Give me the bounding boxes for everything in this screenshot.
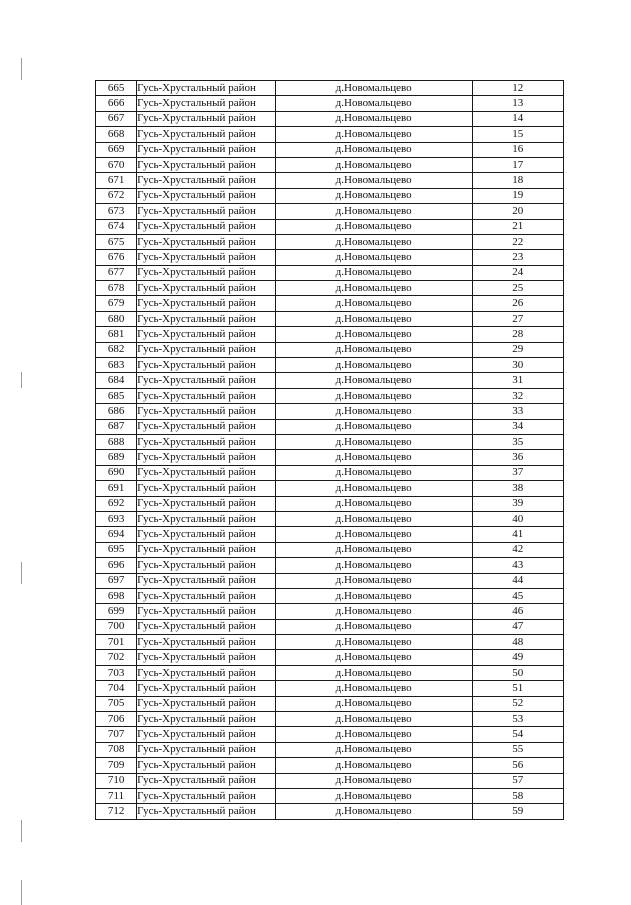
table-row	[96, 665, 564, 680]
house-number-cell: 35	[472, 434, 563, 449]
table-row	[96, 327, 564, 342]
district-cell: Гусь-Хрустальный район	[137, 788, 276, 803]
locality-cell: д.Новомальцево	[275, 742, 472, 757]
locality-cell: д.Новомальцево	[275, 758, 472, 773]
house-number-cell: 42	[472, 542, 563, 557]
district-cell: Гусь-Хрустальный район	[137, 635, 276, 650]
registry-table	[95, 80, 564, 820]
district-cell: Гусь-Хрустальный район	[137, 311, 276, 326]
row-number-cell: 676	[96, 250, 137, 265]
table-row	[96, 434, 564, 449]
table-row	[96, 219, 564, 234]
house-number-cell: 48	[472, 635, 563, 650]
locality-cell: д.Новомальцево	[275, 681, 472, 696]
row-number-cell: 709	[96, 758, 137, 773]
district-cell: Гусь-Хрустальный район	[137, 696, 276, 711]
table-row	[96, 619, 564, 634]
locality-cell: д.Новомальцево	[275, 542, 472, 557]
district-cell: Гусь-Хрустальный район	[137, 773, 276, 788]
locality-cell: д.Новомальцево	[275, 527, 472, 542]
house-number-cell: 41	[472, 527, 563, 542]
district-cell: Гусь-Хрустальный район	[137, 604, 276, 619]
house-number-cell: 33	[472, 404, 563, 419]
locality-cell: д.Новомальцево	[275, 511, 472, 526]
row-number-cell: 675	[96, 234, 137, 249]
row-number-cell: 690	[96, 465, 137, 480]
district-cell: Гусь-Хрустальный район	[137, 681, 276, 696]
locality-cell: д.Новомальцево	[275, 465, 472, 480]
district-cell: Гусь-Хрустальный район	[137, 742, 276, 757]
row-number-cell: 702	[96, 650, 137, 665]
table-row	[96, 358, 564, 373]
house-number-cell: 19	[472, 188, 563, 203]
table-row	[96, 773, 564, 788]
district-cell: Гусь-Хрустальный район	[137, 481, 276, 496]
row-number-cell: 674	[96, 219, 137, 234]
house-number-cell: 20	[472, 204, 563, 219]
house-number-cell: 55	[472, 742, 563, 757]
district-cell: Гусь-Хрустальный район	[137, 127, 276, 142]
scan-margin-mark	[21, 58, 22, 80]
locality-cell: д.Новомальцево	[275, 619, 472, 634]
table-row	[96, 419, 564, 434]
scan-margin-mark	[21, 820, 22, 842]
row-number-cell: 669	[96, 142, 137, 157]
row-number-cell: 704	[96, 681, 137, 696]
house-number-cell: 37	[472, 465, 563, 480]
district-cell: Гусь-Хрустальный район	[137, 419, 276, 434]
house-number-cell: 29	[472, 342, 563, 357]
row-number-cell: 696	[96, 558, 137, 573]
row-number-cell: 708	[96, 742, 137, 757]
district-cell: Гусь-Хрустальный район	[137, 388, 276, 403]
locality-cell: д.Новомальцево	[275, 388, 472, 403]
row-number-cell: 673	[96, 204, 137, 219]
row-number-cell: 684	[96, 373, 137, 388]
row-number-cell: 699	[96, 604, 137, 619]
district-cell: Гусь-Хрустальный район	[137, 804, 276, 819]
row-number-cell: 672	[96, 188, 137, 203]
district-cell: Гусь-Хрустальный район	[137, 265, 276, 280]
row-number-cell: 707	[96, 727, 137, 742]
house-number-cell: 49	[472, 650, 563, 665]
locality-cell: д.Новомальцево	[275, 727, 472, 742]
house-number-cell: 30	[472, 358, 563, 373]
district-cell: Гусь-Хрустальный район	[137, 81, 276, 96]
locality-cell: д.Новомальцево	[275, 696, 472, 711]
district-cell: Гусь-Хрустальный район	[137, 434, 276, 449]
scan-margin-mark	[21, 880, 22, 905]
house-number-cell: 34	[472, 419, 563, 434]
locality-cell: д.Новомальцево	[275, 250, 472, 265]
row-number-cell: 692	[96, 496, 137, 511]
district-cell: Гусь-Хрустальный район	[137, 234, 276, 249]
row-number-cell: 705	[96, 696, 137, 711]
district-cell: Гусь-Хрустальный район	[137, 619, 276, 634]
table-row	[96, 157, 564, 172]
table-row	[96, 250, 564, 265]
row-number-cell: 686	[96, 404, 137, 419]
locality-cell: д.Новомальцево	[275, 281, 472, 296]
row-number-cell: 682	[96, 342, 137, 357]
table-row	[96, 465, 564, 480]
house-number-cell: 13	[472, 96, 563, 111]
row-number-cell: 712	[96, 804, 137, 819]
house-number-cell: 52	[472, 696, 563, 711]
table-row	[96, 727, 564, 742]
locality-cell: д.Новомальцево	[275, 327, 472, 342]
table-row	[96, 127, 564, 142]
house-number-cell: 59	[472, 804, 563, 819]
house-number-cell: 39	[472, 496, 563, 511]
locality-cell: д.Новомальцево	[275, 635, 472, 650]
locality-cell: д.Новомальцево	[275, 573, 472, 588]
table-row	[96, 558, 564, 573]
table-row	[96, 265, 564, 280]
district-cell: Гусь-Хрустальный район	[137, 650, 276, 665]
house-number-cell: 28	[472, 327, 563, 342]
house-number-cell: 24	[472, 265, 563, 280]
locality-cell: д.Новомальцево	[275, 712, 472, 727]
locality-cell: д.Новомальцево	[275, 142, 472, 157]
house-number-cell: 47	[472, 619, 563, 634]
district-cell: Гусь-Хрустальный район	[137, 111, 276, 126]
house-number-cell: 25	[472, 281, 563, 296]
registry-table-body	[96, 81, 564, 820]
row-number-cell: 701	[96, 635, 137, 650]
locality-cell: д.Новомальцево	[275, 404, 472, 419]
district-cell: Гусь-Хрустальный район	[137, 665, 276, 680]
row-number-cell: 680	[96, 311, 137, 326]
district-cell: Гусь-Хрустальный район	[137, 327, 276, 342]
district-cell: Гусь-Хрустальный район	[137, 712, 276, 727]
scan-margin-mark	[21, 372, 22, 388]
table-row	[96, 542, 564, 557]
row-number-cell: 710	[96, 773, 137, 788]
house-number-cell: 32	[472, 388, 563, 403]
table-row	[96, 281, 564, 296]
table-row	[96, 234, 564, 249]
locality-cell: д.Новомальцево	[275, 434, 472, 449]
row-number-cell: 694	[96, 527, 137, 542]
row-number-cell: 670	[96, 157, 137, 172]
locality-cell: д.Новомальцево	[275, 157, 472, 172]
district-cell: Гусь-Хрустальный район	[137, 588, 276, 603]
table-row	[96, 373, 564, 388]
locality-cell: д.Новомальцево	[275, 296, 472, 311]
table-row	[96, 804, 564, 819]
table-row	[96, 311, 564, 326]
locality-cell: д.Новомальцево	[275, 588, 472, 603]
house-number-cell: 31	[472, 373, 563, 388]
table-row	[96, 296, 564, 311]
table-row	[96, 604, 564, 619]
locality-cell: д.Новомальцево	[275, 234, 472, 249]
district-cell: Гусь-Хрустальный район	[137, 96, 276, 111]
locality-cell: д.Новомальцево	[275, 358, 472, 373]
locality-cell: д.Новомальцево	[275, 111, 472, 126]
house-number-cell: 46	[472, 604, 563, 619]
locality-cell: д.Новомальцево	[275, 373, 472, 388]
row-number-cell: 687	[96, 419, 137, 434]
locality-cell: д.Новомальцево	[275, 665, 472, 680]
district-cell: Гусь-Хрустальный район	[137, 188, 276, 203]
row-number-cell: 677	[96, 265, 137, 280]
district-cell: Гусь-Хрустальный район	[137, 219, 276, 234]
district-cell: Гусь-Хрустальный район	[137, 558, 276, 573]
locality-cell: д.Новомальцево	[275, 188, 472, 203]
house-number-cell: 23	[472, 250, 563, 265]
locality-cell: д.Новомальцево	[275, 481, 472, 496]
locality-cell: д.Новомальцево	[275, 311, 472, 326]
row-number-cell: 679	[96, 296, 137, 311]
house-number-cell: 22	[472, 234, 563, 249]
district-cell: Гусь-Хрустальный район	[137, 511, 276, 526]
table-row	[96, 111, 564, 126]
table-row	[96, 450, 564, 465]
house-number-cell: 17	[472, 157, 563, 172]
table-row	[96, 388, 564, 403]
table-row	[96, 758, 564, 773]
row-number-cell: 685	[96, 388, 137, 403]
row-number-cell: 671	[96, 173, 137, 188]
house-number-cell: 18	[472, 173, 563, 188]
locality-cell: д.Новомальцево	[275, 604, 472, 619]
locality-cell: д.Новомальцево	[275, 419, 472, 434]
locality-cell: д.Новомальцево	[275, 204, 472, 219]
table-row	[96, 696, 564, 711]
table-row	[96, 588, 564, 603]
table-row	[96, 681, 564, 696]
table-row	[96, 742, 564, 757]
house-number-cell: 36	[472, 450, 563, 465]
district-cell: Гусь-Хрустальный район	[137, 527, 276, 542]
district-cell: Гусь-Хрустальный район	[137, 281, 276, 296]
district-cell: Гусь-Хрустальный район	[137, 296, 276, 311]
district-cell: Гусь-Хрустальный район	[137, 157, 276, 172]
row-number-cell: 668	[96, 127, 137, 142]
locality-cell: д.Новомальцево	[275, 81, 472, 96]
district-cell: Гусь-Хрустальный район	[137, 358, 276, 373]
locality-cell: д.Новомальцево	[275, 804, 472, 819]
row-number-cell: 678	[96, 281, 137, 296]
table-row	[96, 81, 564, 96]
locality-cell: д.Новомальцево	[275, 265, 472, 280]
locality-cell: д.Новомальцево	[275, 558, 472, 573]
district-cell: Гусь-Хрустальный район	[137, 727, 276, 742]
district-cell: Гусь-Хрустальный район	[137, 465, 276, 480]
house-number-cell: 12	[472, 81, 563, 96]
locality-cell: д.Новомальцево	[275, 788, 472, 803]
table-row	[96, 204, 564, 219]
table-row	[96, 712, 564, 727]
house-number-cell: 40	[472, 511, 563, 526]
table-row	[96, 96, 564, 111]
table-row	[96, 404, 564, 419]
house-number-cell: 54	[472, 727, 563, 742]
district-cell: Гусь-Хрустальный район	[137, 173, 276, 188]
locality-cell: д.Новомальцево	[275, 342, 472, 357]
district-cell: Гусь-Хрустальный район	[137, 250, 276, 265]
row-number-cell: 693	[96, 511, 137, 526]
table-row	[96, 173, 564, 188]
house-number-cell: 43	[472, 558, 563, 573]
house-number-cell: 44	[472, 573, 563, 588]
table-row	[96, 788, 564, 803]
row-number-cell: 697	[96, 573, 137, 588]
table-row	[96, 511, 564, 526]
table-row	[96, 481, 564, 496]
locality-cell: д.Новомальцево	[275, 496, 472, 511]
house-number-cell: 16	[472, 142, 563, 157]
district-cell: Гусь-Хрустальный район	[137, 758, 276, 773]
row-number-cell: 695	[96, 542, 137, 557]
district-cell: Гусь-Хрустальный район	[137, 496, 276, 511]
district-cell: Гусь-Хрустальный район	[137, 204, 276, 219]
row-number-cell: 683	[96, 358, 137, 373]
table-row	[96, 650, 564, 665]
scan-margin-mark	[21, 562, 22, 584]
house-number-cell: 50	[472, 665, 563, 680]
row-number-cell: 689	[96, 450, 137, 465]
district-cell: Гусь-Хрустальный район	[137, 573, 276, 588]
house-number-cell: 56	[472, 758, 563, 773]
house-number-cell: 26	[472, 296, 563, 311]
table-row	[96, 496, 564, 511]
house-number-cell: 21	[472, 219, 563, 234]
district-cell: Гусь-Хрустальный район	[137, 142, 276, 157]
locality-cell: д.Новомальцево	[275, 773, 472, 788]
district-cell: Гусь-Хрустальный район	[137, 450, 276, 465]
row-number-cell: 688	[96, 434, 137, 449]
table-row	[96, 573, 564, 588]
house-number-cell: 53	[472, 712, 563, 727]
row-number-cell: 711	[96, 788, 137, 803]
locality-cell: д.Новомальцево	[275, 127, 472, 142]
row-number-cell: 665	[96, 81, 137, 96]
house-number-cell: 14	[472, 111, 563, 126]
table-row	[96, 342, 564, 357]
locality-cell: д.Новомальцево	[275, 96, 472, 111]
district-cell: Гусь-Хрустальный район	[137, 404, 276, 419]
row-number-cell: 667	[96, 111, 137, 126]
locality-cell: д.Новомальцево	[275, 650, 472, 665]
row-number-cell: 681	[96, 327, 137, 342]
table-row	[96, 527, 564, 542]
row-number-cell: 706	[96, 712, 137, 727]
house-number-cell: 45	[472, 588, 563, 603]
table-row	[96, 635, 564, 650]
house-number-cell: 15	[472, 127, 563, 142]
row-number-cell: 691	[96, 481, 137, 496]
row-number-cell: 700	[96, 619, 137, 634]
district-cell: Гусь-Хрустальный район	[137, 373, 276, 388]
locality-cell: д.Новомальцево	[275, 450, 472, 465]
district-cell: Гусь-Хрустальный район	[137, 342, 276, 357]
row-number-cell: 703	[96, 665, 137, 680]
house-number-cell: 38	[472, 481, 563, 496]
table-row	[96, 188, 564, 203]
house-number-cell: 57	[472, 773, 563, 788]
locality-cell: д.Новомальцево	[275, 219, 472, 234]
house-number-cell: 27	[472, 311, 563, 326]
house-number-cell: 58	[472, 788, 563, 803]
row-number-cell: 698	[96, 588, 137, 603]
locality-cell: д.Новомальцево	[275, 173, 472, 188]
district-cell: Гусь-Хрустальный район	[137, 542, 276, 557]
house-number-cell: 51	[472, 681, 563, 696]
row-number-cell: 666	[96, 96, 137, 111]
table-row	[96, 142, 564, 157]
